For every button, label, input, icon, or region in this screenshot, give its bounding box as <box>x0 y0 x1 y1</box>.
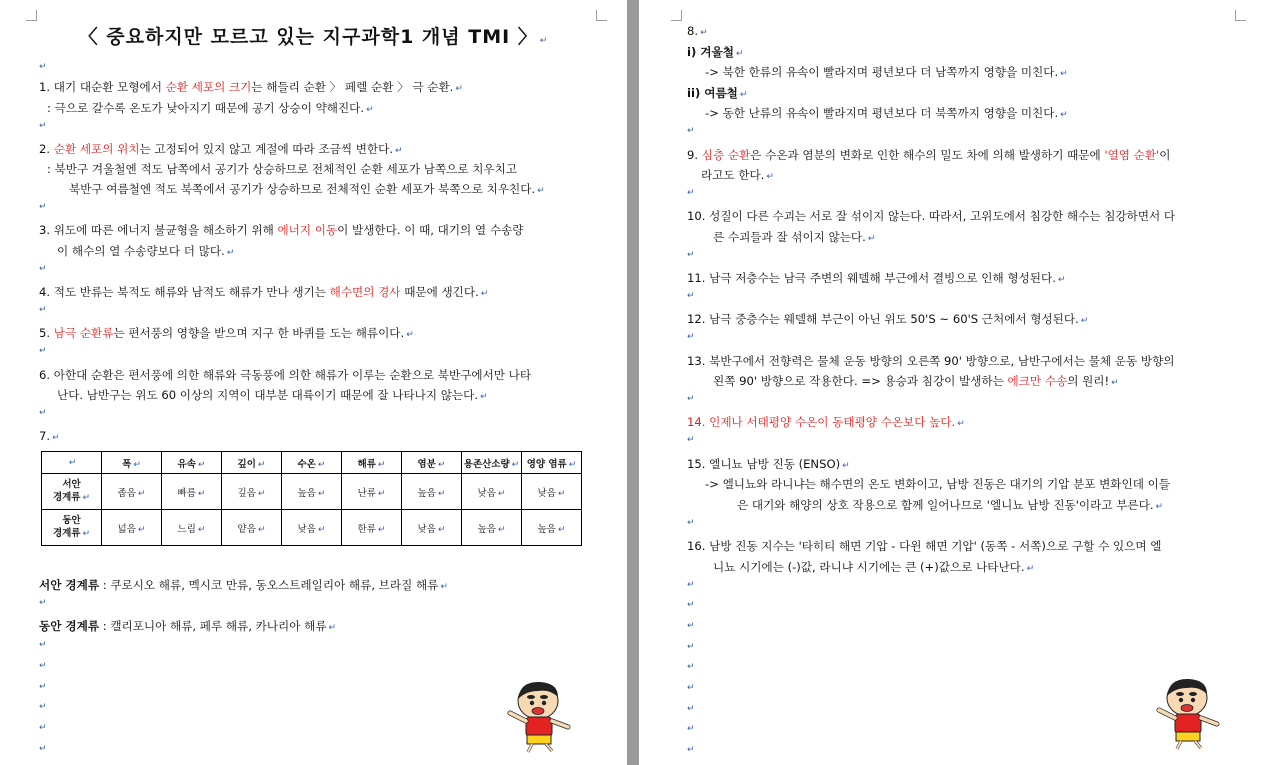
table-cell <box>282 510 342 546</box>
text-run: 동안 경계류 <box>39 619 100 633</box>
cell-text: 깊음 <box>237 487 256 499</box>
paragraph-6-line2 <box>57 387 488 405</box>
cell-text: 빠름 <box>177 487 196 499</box>
paragraph-mark-icon: ↵ <box>687 724 695 734</box>
cell-text: 유속 <box>177 458 196 470</box>
text-run: 니뇨 시기에는 (-)값, 라니냐 시기에는 큰 (+)값으로 나타난다. <box>713 560 1025 574</box>
table-header-cell <box>342 452 402 474</box>
paragraph-mark-icon: ↵ <box>1155 502 1164 512</box>
text-run: 2. <box>39 142 54 156</box>
paragraph-15-line2 <box>737 497 1163 515</box>
paragraph-mark-icon: ↵ <box>395 146 403 156</box>
paragraph-mark-icon: ↵ <box>317 488 326 499</box>
cell-text: 해류 <box>357 458 376 470</box>
text-run: 11. 남극 저층수는 남극 주변의 웨델해 부근에서 결빙으로 인해 형성된다. <box>687 271 1056 285</box>
text-run: -> 북한 한류의 유속이 빨라지며 평년보다 더 남쪽까지 영향을 미친다. <box>705 65 1059 79</box>
paragraph-mark-icon: ↵ <box>82 493 91 503</box>
paragraph-mark-icon: ↵ <box>687 250 695 260</box>
table-cell <box>222 510 282 546</box>
paragraph-mark-icon: ↵ <box>39 264 47 274</box>
table-cell <box>102 474 162 510</box>
text-run: 때문에 생긴다. <box>400 285 479 299</box>
paragraph-mark-icon: ↵ <box>766 172 774 182</box>
cell-text: 느림 <box>177 523 196 535</box>
table-cell <box>342 474 402 510</box>
paragraph-mark-icon: ↵ <box>539 36 549 46</box>
table-cell <box>402 474 462 510</box>
paragraph-mark-icon: ↵ <box>317 459 326 470</box>
paragraph-mark-icon: ↵ <box>437 524 446 535</box>
paragraph-mark-icon: ↵ <box>39 661 47 671</box>
cell-text: 높음 <box>537 523 556 535</box>
paragraph-9-line2 <box>701 167 774 185</box>
text-run: 남극 순환류 <box>53 326 114 340</box>
paragraph-mark-icon: ↵ <box>687 621 695 631</box>
table-header-cell <box>102 452 162 474</box>
text-run: 순환 세포의 위치 <box>53 142 140 156</box>
paragraph-16-line1 <box>687 538 1161 554</box>
paragraph-mark-icon: ↵ <box>687 332 695 342</box>
paragraph-10-line1 <box>687 208 1175 224</box>
paragraph-mark-icon: ↵ <box>328 623 337 633</box>
paragraph-mark-icon: ↵ <box>39 640 47 650</box>
table-cell <box>162 510 222 546</box>
text-run: 라고도 한다. <box>701 168 765 182</box>
table-cell <box>522 510 582 546</box>
cell-text: 낮음 <box>297 523 316 535</box>
text-run: 10. 성질이 다른 수괴는 서로 잘 섞이지 않는다. 따라서, 고위도에서 침강한 해수는 침강하면서 다 <box>687 209 1176 223</box>
paragraph-mark-icon: ↵ <box>687 126 695 136</box>
table-cell <box>402 510 462 546</box>
table-header-row <box>42 452 582 474</box>
cell-text: 한류 <box>357 523 376 535</box>
paragraph-mark-icon: ↵ <box>437 488 446 499</box>
paragraph-mark-icon: ↵ <box>39 682 47 692</box>
text-run: 4. 적도 반류는 북적도 해류와 남적도 해류가 만나 생기는 <box>39 285 330 299</box>
paragraph-2-note-line1 <box>47 161 517 177</box>
paragraph-1 <box>39 79 463 97</box>
text-run: 은 수온과 염분의 변화로 인한 해수의 밀도 차에 의해 발생하기 때문에 <box>750 148 1105 162</box>
paragraph-mark-icon: ↵ <box>687 188 695 198</box>
paragraph-16-line2 <box>713 559 1034 577</box>
text-run: i) 겨울철 <box>687 45 734 59</box>
text-run: 6. 아한대 순환은 편서풍에 의한 해류와 극동풍에 의한 해류가 이루는 순환으로 북반구에서만 나타 <box>39 368 532 382</box>
paragraph-mark-icon: ↵ <box>137 488 146 499</box>
paragraph-mark-icon: ↵ <box>842 461 850 471</box>
text-run: 난다. 남반구는 위도 60 이상의 지역이 대부분 대륙이기 때문에 잘 나타나지 않는다. <box>57 388 479 402</box>
paragraph-13-line2 <box>713 373 1119 391</box>
text-run: 8. <box>687 24 699 38</box>
paragraph-mark-icon: ↵ <box>437 459 446 470</box>
paragraph-mark-icon: ↵ <box>82 529 91 539</box>
paragraph-mark-icon: ↵ <box>867 234 876 244</box>
paragraph-mark-icon: ↵ <box>1060 110 1068 120</box>
text-run: 는 편서풍의 영향을 받으며 지구 한 바퀴를 도는 해류이다. <box>113 326 405 340</box>
page-corner-mark <box>26 10 37 21</box>
paragraph-2 <box>39 141 403 159</box>
paragraph-mark-icon: ↵ <box>687 580 695 590</box>
text-run: 서안 경계류 <box>39 578 100 592</box>
paragraph-mark-icon: ↵ <box>1026 564 1035 574</box>
page-corner-mark <box>671 10 682 21</box>
table-cell <box>462 510 522 546</box>
table-header-cell <box>162 452 222 474</box>
paragraph-14 <box>687 414 965 432</box>
paragraph-mark-icon: ↵ <box>317 524 326 535</box>
paragraph-8-summer-heading <box>687 85 747 103</box>
paragraph-mark-icon: ↵ <box>226 248 235 258</box>
paragraph-mark-icon: ↵ <box>1060 69 1068 79</box>
text-run: '열염 순환' <box>1104 148 1160 162</box>
paragraph-5 <box>39 325 414 343</box>
cell-text: 수온 <box>297 458 316 470</box>
cell-text: 폭 <box>122 458 132 470</box>
table-cell <box>162 474 222 510</box>
paragraph-8-summer-text <box>705 105 1068 123</box>
paragraph-8 <box>687 23 708 41</box>
paragraph-mark-icon: ↵ <box>735 49 744 59</box>
cell-text: 깊이 <box>237 458 256 470</box>
paragraph-mark-icon: ↵ <box>687 291 695 301</box>
paragraph-mark-icon: ↵ <box>68 458 77 468</box>
text-run: 1. 대기 대순환 모형에서 <box>39 80 166 94</box>
document-page-left <box>0 0 627 765</box>
cell-text: 낮음 <box>417 523 436 535</box>
text-run: 북반구 여름철엔 적도 북쪽에서 공기가 상승하므로 전체적인 순환 세포가 북쪽으로 치우친다. <box>69 182 536 196</box>
paragraph-12 <box>687 311 1088 329</box>
text-run: 13. 북반구에서 전향력은 물체 운동 방향의 오른쪽 90' 방향으로, 남반구에서는 물체 운동 방향의 <box>687 354 1175 368</box>
paragraph-mark-icon: ↵ <box>511 459 520 470</box>
shin-chan-character-icon <box>1149 674 1229 752</box>
text-run: 른 수괴들과 잘 섞이지 않는다. <box>713 230 866 244</box>
paragraph-mark-icon: ↵ <box>568 459 577 470</box>
text-run: 12. 남극 중층수는 웨델해 부근이 아닌 위도 50'S ~ 60'S 근처에서 형성된다. <box>687 312 1079 326</box>
cell-text: 넓음 <box>117 523 136 535</box>
ocean-current-comparison-table <box>41 451 582 546</box>
cell-text: 낮음 <box>537 487 556 499</box>
paragraph-mark-icon: ↵ <box>39 202 47 212</box>
text-run: 에너지 이동 <box>277 223 338 237</box>
text-run: 심층 순환 <box>701 148 751 162</box>
table-cell <box>462 474 522 510</box>
table-header-cell <box>402 452 462 474</box>
paragraph-6-line1 <box>39 367 531 383</box>
table-row-header <box>42 474 102 510</box>
paragraph-7 <box>39 428 60 446</box>
paragraph-mark-icon: ↵ <box>537 186 545 196</box>
paragraph-mark-icon: ↵ <box>197 488 206 499</box>
paragraph-mark-icon: ↵ <box>366 105 374 115</box>
text-run: 해수면의 경사 <box>329 285 401 299</box>
table-cell <box>222 474 282 510</box>
paragraph-13-line1 <box>687 353 1174 369</box>
paragraph-4 <box>39 284 488 302</box>
text-run: 는 해들리 순환 〉 페렐 순환 〉 극 순환. <box>251 80 454 94</box>
paragraph-mark-icon: ↵ <box>455 84 463 94</box>
table-header-cell <box>522 452 582 474</box>
text-run: 15. 엘니뇨 남방 진동 (ENSO) <box>687 457 841 471</box>
paragraph-mark-icon: ↵ <box>1080 316 1089 326</box>
paragraph-1-note <box>47 100 374 118</box>
table-cell <box>282 474 342 510</box>
page-corner-mark <box>1235 10 1246 21</box>
paragraph-3-line2 <box>57 243 234 261</box>
paragraph-11 <box>687 270 1065 288</box>
text-run: 왼쪽 90' 방향으로 작용한다. => 용승과 침강이 발생하는 <box>713 374 1008 388</box>
cell-text: 염분 <box>417 458 436 470</box>
paragraph-mark-icon: ↵ <box>197 524 206 535</box>
paragraph-mark-icon: ↵ <box>39 723 47 733</box>
cell-text: 높음 <box>477 523 496 535</box>
paragraph-mark-icon: ↵ <box>52 433 60 443</box>
text-run: 5. <box>39 326 54 340</box>
text-run: 는 고정되어 있지 않고 계절에 따라 조금씩 변한다. <box>139 142 394 156</box>
cell-text: 높음 <box>417 487 436 499</box>
paragraph-mark-icon: ↵ <box>377 488 386 499</box>
table-row <box>42 510 582 546</box>
text-run: : 극으로 갈수록 온도가 낮아지기 때문에 공기 상승이 약해진다. <box>47 101 365 115</box>
text-run: 순환 세포의 크기 <box>165 80 252 94</box>
paragraph-mark-icon: ↵ <box>133 459 141 470</box>
text-run: 은 대기와 해양의 상호 작용으로 함께 일어나므로 '엘니뇨 남방 진동'이라고 부른다. <box>737 498 1154 512</box>
paragraph-mark-icon: ↵ <box>257 488 266 499</box>
table-row-header <box>42 510 102 546</box>
paragraph-mark-icon: ↵ <box>557 524 566 535</box>
east-boundary-current-list <box>39 618 336 636</box>
cell-text: 경계류 <box>52 528 81 539</box>
table-header-cell <box>282 452 342 474</box>
paragraph-mark-icon: ↵ <box>39 744 47 754</box>
text-run: 〈 중요하지만 모르고 있는 지구과학1 개념 TMI 〉 <box>78 26 538 48</box>
text-run: 14. 인제나 서태평양 수온이 동태평양 수온보다 높다. <box>687 415 956 429</box>
cell-text: 높음 <box>297 487 316 499</box>
paragraph-mark-icon: ↵ <box>687 683 695 693</box>
paragraph-mark-icon: ↵ <box>687 435 695 445</box>
paragraph-mark-icon: ↵ <box>39 598 47 608</box>
paragraph-mark-icon: ↵ <box>1111 378 1119 388</box>
cell-text: 영양 염류 <box>526 458 567 470</box>
west-boundary-current-list <box>39 577 448 595</box>
paragraph-mark-icon: ↵ <box>377 459 386 470</box>
cell-text: 좁음 <box>117 487 136 499</box>
text-run: 16. 남방 진동 지수는 '타히티 해면 기압 - 다윈 해면 기압' (동쪽 - 서쪽)으로 구할 수 있으며 엘 <box>687 539 1162 553</box>
paragraph-mark-icon: ↵ <box>480 289 489 299</box>
paragraph-mark-icon: ↵ <box>406 330 414 340</box>
table-cell <box>522 474 582 510</box>
paragraph-mark-icon: ↵ <box>700 28 708 38</box>
paragraph-mark-icon: ↵ <box>39 346 47 356</box>
table-header-cell <box>462 452 522 474</box>
paragraph-3-line1 <box>39 222 523 238</box>
paragraph-mark-icon: ↵ <box>687 642 695 652</box>
document-title <box>0 22 627 49</box>
paragraph-mark-icon: ↵ <box>39 305 47 315</box>
text-run: : 북반구 겨울철엔 적도 남쪽에서 공기가 상승하므로 전체적인 순환 세포가 남쪽으로 치우치고 <box>47 162 518 176</box>
paragraph-mark-icon: ↵ <box>440 582 448 592</box>
text-run: -> 엘니뇨와 라니냐는 해수면의 온도 변화이고, 남방 진동은 대기의 기압 분포 변화인데 이들 <box>705 477 1170 491</box>
paragraph-mark-icon: ↵ <box>39 408 47 418</box>
paragraph-mark-icon: ↵ <box>687 600 695 610</box>
cell-text: 낮음 <box>477 487 496 499</box>
text-run: 이 해수의 열 수송량보다 더 많다. <box>57 244 225 258</box>
paragraph-mark-icon: ↵ <box>687 662 695 672</box>
paragraph-8-winter-heading <box>687 44 743 62</box>
paragraph-2-note-line2 <box>69 181 545 199</box>
paragraph-mark-icon: ↵ <box>197 459 206 470</box>
paragraph-mark-icon: ↵ <box>687 518 695 528</box>
paragraph-mark-icon: ↵ <box>377 524 386 535</box>
table-row <box>42 474 582 510</box>
text-run: 이 <box>1159 148 1171 162</box>
cell-text: 난류 <box>357 487 376 499</box>
paragraph-mark-icon: ↵ <box>39 121 47 131</box>
paragraph-mark-icon: ↵ <box>1057 275 1066 285</box>
text-run: -> 동한 난류의 유속이 빨라지며 평년보다 더 북쪽까지 영향을 미친다. <box>705 106 1059 120</box>
table-header-cell <box>222 452 282 474</box>
paragraph-mark-icon: ↵ <box>557 488 566 499</box>
paragraph-9-line1 <box>687 147 1170 163</box>
document-page-right <box>639 0 1266 765</box>
table-header-cell <box>42 452 102 474</box>
cell-text: 용존산소량 <box>463 458 510 470</box>
text-run: : 쿠로시오 해류, 멕시코 만류, 동오스트레일리아 해류, 브라질 해류 <box>99 578 439 592</box>
paragraph-15 <box>687 456 850 474</box>
paragraph-mark-icon: ↵ <box>687 745 695 755</box>
cell-text: 경계류 <box>52 492 81 503</box>
cell-text: 서안 <box>62 479 81 490</box>
page-corner-mark <box>596 10 607 21</box>
paragraph-mark-icon: ↵ <box>137 524 146 535</box>
paragraph-mark-icon: ↵ <box>739 90 748 100</box>
paragraph-mark-icon: ↵ <box>687 704 695 714</box>
paragraph-mark-icon: ↵ <box>257 459 266 470</box>
text-run: 에크만 수송 <box>1007 374 1068 388</box>
cell-text: 얕음 <box>237 523 256 535</box>
text-run: 7. <box>39 429 51 443</box>
text-run: 의 원리! <box>1067 374 1110 388</box>
paragraph-10-line2 <box>713 229 875 247</box>
text-run: 9. <box>687 148 702 162</box>
text-run: 이 발생한다. 이 때, 대기의 열 수송량 <box>337 223 524 237</box>
paragraph-mark-icon: ↵ <box>497 524 506 535</box>
paragraph-mark-icon: ↵ <box>39 702 47 712</box>
paragraph-mark-icon: ↵ <box>257 524 266 535</box>
paragraph-mark-icon: ↵ <box>957 419 965 429</box>
paragraph-mark-icon: ↵ <box>480 392 488 402</box>
shin-chan-character-icon <box>500 677 580 755</box>
text-run: ii) 여름철 <box>687 86 738 100</box>
paragraph-8-winter-text <box>705 64 1068 82</box>
text-run: : 캘리포니아 해류, 페루 해류, 카나리아 해류 <box>99 619 327 633</box>
cell-text: 동안 <box>62 515 81 526</box>
paragraph-mark-icon: ↵ <box>687 394 695 404</box>
paragraph-mark-icon: ↵ <box>39 62 47 72</box>
table-cell <box>102 510 162 546</box>
paragraph-15-line1 <box>705 476 1170 492</box>
text-run: 3. 위도에 따른 에너지 불균형을 해소하기 위해 <box>39 223 278 237</box>
table-cell <box>342 510 402 546</box>
paragraph-mark-icon: ↵ <box>497 488 506 499</box>
